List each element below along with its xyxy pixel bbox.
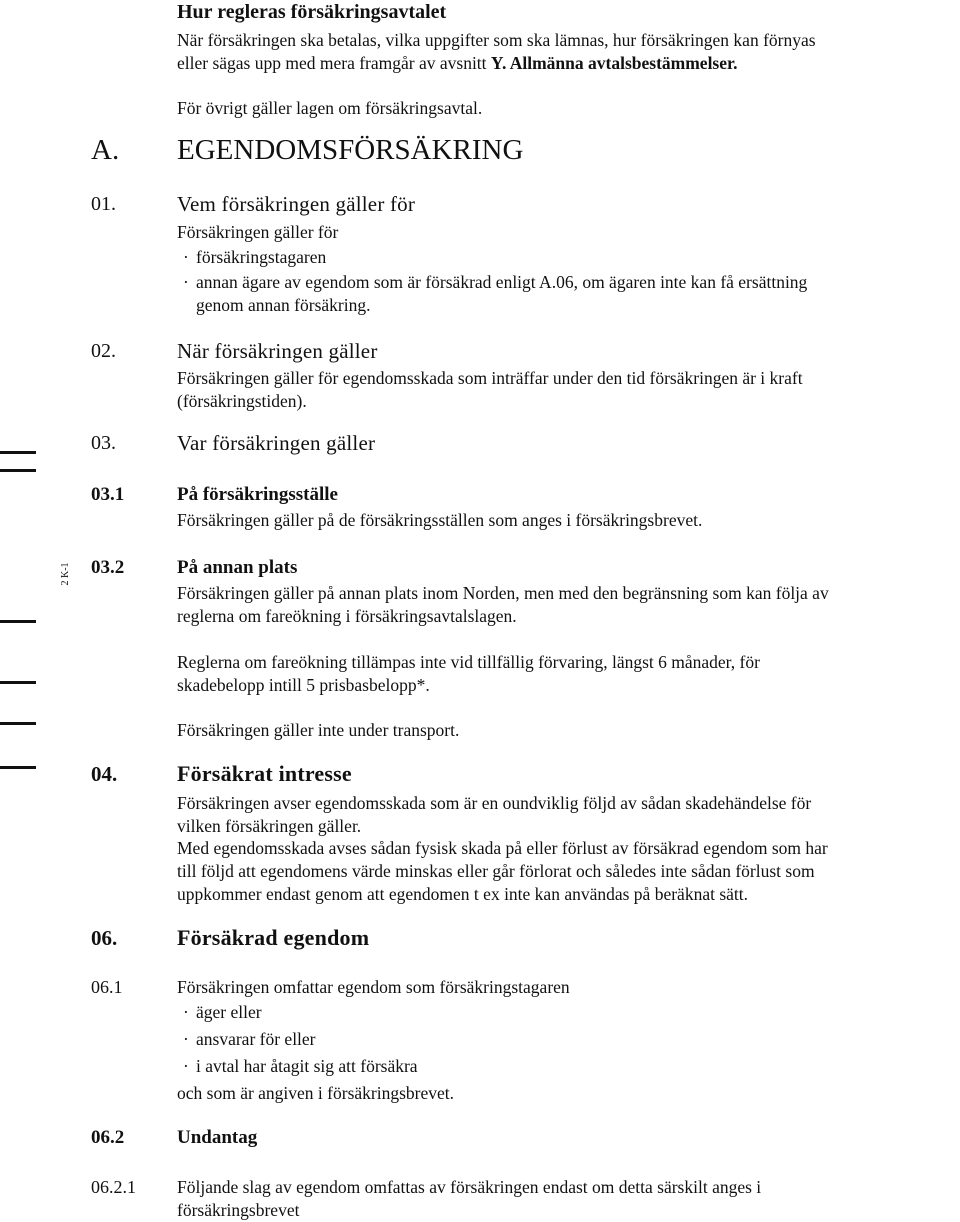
- clause-text: (försäkringstiden).: [177, 391, 307, 411]
- clause-text: och som är angiven i försäkringsbrevet.: [177, 1083, 455, 1103]
- clause-title: När försäkringen gäller: [177, 339, 378, 363]
- list-item: · i avtal har åtagit sig att försäkra: [183, 1056, 418, 1076]
- intro-line-3: För övrigt gäller lagen om försäkringsavtal.: [177, 98, 483, 118]
- clause-text: vilken försäkringen gäller.: [177, 816, 362, 836]
- intro-title: Hur regleras försäkringsavtalet: [177, 1, 447, 23]
- clause-number: 02.: [91, 340, 116, 362]
- margin-code: 2 K-1: [60, 562, 71, 586]
- change-bar: [0, 620, 36, 623]
- clause-number: 03.: [91, 432, 116, 454]
- list-item: · ansvarar för eller: [183, 1029, 316, 1049]
- change-bar: [0, 722, 36, 725]
- clause-text: uppkommer endast genom att egendomen t ex inte kan användas på beräknat sätt.: [177, 884, 748, 904]
- clause-text: Försäkringen gäller på annan plats inom Norden, men med den begränsning som kan följa av: [177, 583, 829, 603]
- section-letter: A.: [91, 134, 120, 166]
- list-item: · äger eller: [183, 1002, 262, 1022]
- clause-title: Var försäkringen gäller: [177, 431, 376, 455]
- clause-text: Försäkringen gäller på de försäkringsställen som anges i försäkringsbrevet.: [177, 510, 703, 530]
- clause-title: På annan plats: [177, 557, 298, 578]
- clause-number: 06.1: [91, 977, 123, 997]
- clause-title: Försäkrad egendom: [177, 925, 370, 950]
- clause-text: Försäkringen gäller för: [177, 222, 339, 242]
- intro-line-2: eller sägas upp med mera framgår av avsnitt Y. Allmänna avtalsbestämmelser.: [177, 53, 738, 73]
- clause-text: Försäkringen omfattar egendom som försäkringstagaren: [177, 977, 570, 997]
- clause-title: Försäkrat intresse: [177, 761, 352, 786]
- clause-text: Försäkringen avser egendomsskada som är en oundviklig följd av sådan skadehändelse för: [177, 793, 812, 813]
- change-bar: [0, 766, 36, 769]
- clause-text: Följande slag av egendom omfattas av försäkringen endast om detta särskilt anges i: [177, 1177, 762, 1197]
- clause-number: 04.: [91, 762, 118, 786]
- change-bar: [0, 451, 36, 454]
- list-item: · försäkringstagaren: [183, 247, 327, 267]
- clause-text: Med egendomsskada avses sådan fysisk skada på eller förlust av försäkrad egendom som har: [177, 838, 828, 858]
- list-item-continuation: genom annan försäkring.: [196, 295, 371, 315]
- clause-text: till följd att egendomens värde minskas eller går förlorat och således inte sådan förlust som: [177, 861, 815, 881]
- clause-title: Vem försäkringen gäller för: [177, 192, 416, 216]
- clause-number: 03.1: [91, 484, 125, 505]
- list-item: · annan ägare av egendom som är försäkrad enligt A.06, om ägaren inte kan få ersättning: [183, 272, 808, 292]
- section-title: EGENDOMSFÖRSÄKRING: [177, 134, 524, 166]
- clause-number: 06.: [91, 926, 118, 950]
- clause-number: 06.2: [91, 1127, 125, 1148]
- clause-text: skadebelopp intill 5 prisbasbelopp*.: [177, 675, 430, 695]
- clause-title: Undantag: [177, 1127, 258, 1148]
- clause-title: På försäkringsställe: [177, 484, 338, 505]
- change-bar: [0, 681, 36, 684]
- clause-number: 03.2: [91, 557, 125, 578]
- intro-line-1: När försäkringen ska betalas, vilka uppgifter som ska lämnas, hur försäkringen kan förnyas: [177, 30, 816, 50]
- change-bar: [0, 469, 36, 472]
- clause-text: reglerna om fareökning i försäkringsavtalslagen.: [177, 606, 517, 626]
- clause-number: 06.2.1: [91, 1177, 136, 1197]
- clause-text: Försäkringen gäller inte under transport.: [177, 720, 460, 740]
- cross-reference: Y. Allmänna avtalsbestämmelser.: [490, 53, 738, 73]
- clause-number: 01.: [91, 193, 116, 215]
- clause-text: försäkringsbrevet: [177, 1200, 300, 1220]
- clause-text: Försäkringen gäller för egendomsskada som inträffar under den tid försäkringen är i kraft: [177, 368, 803, 388]
- clause-text: Reglerna om fareökning tillämpas inte vid tillfällig förvaring, längst 6 månader, för: [177, 652, 760, 672]
